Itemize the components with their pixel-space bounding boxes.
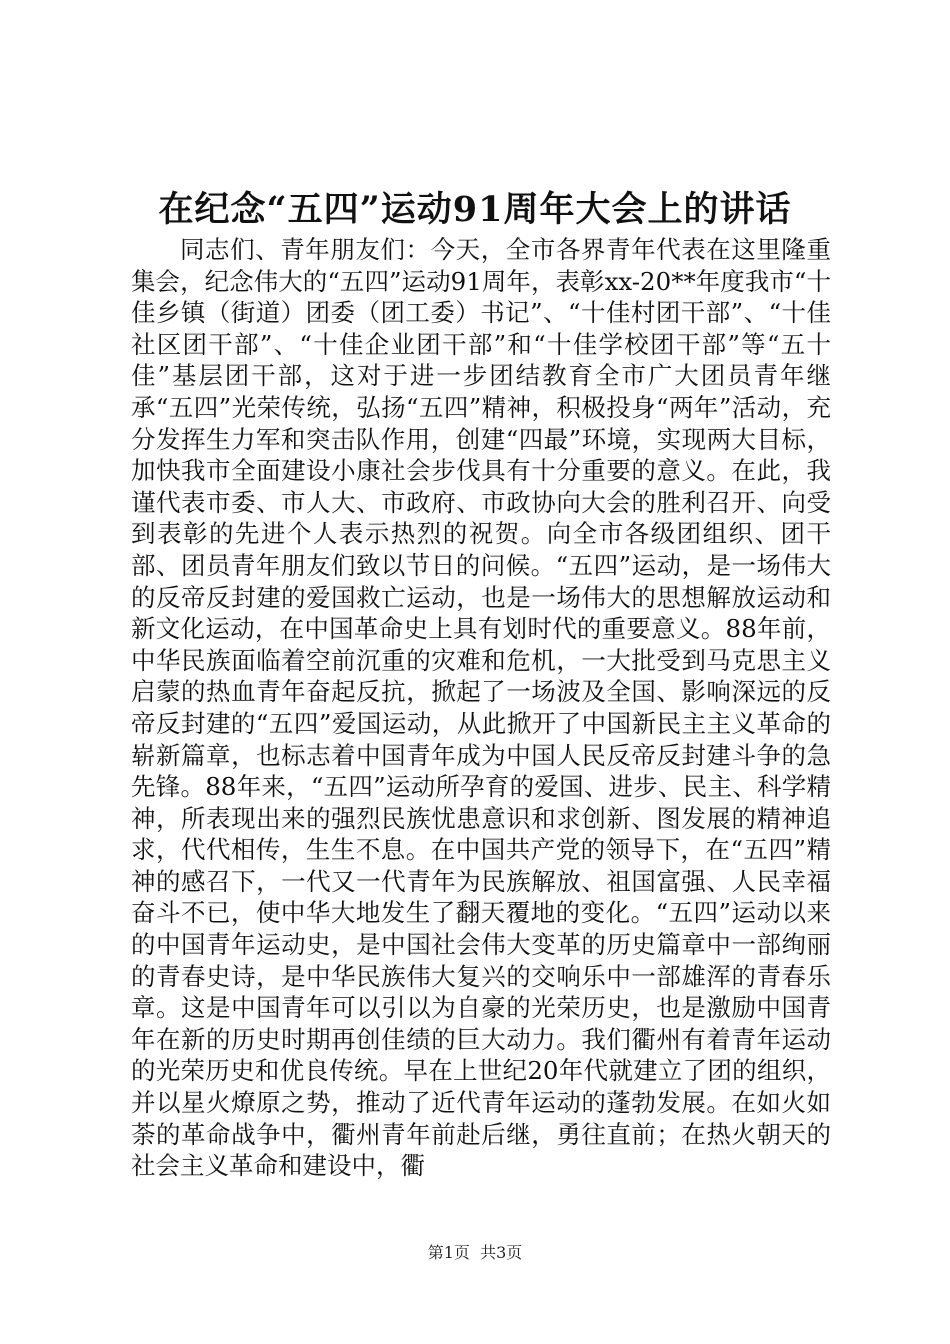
page-number-footer: 第1页 共3页: [427, 1243, 523, 1262]
document-body-paragraph: 同志们、青年朋友们：今天，全市各界青年代表在这里隆重集会，纪念伟大的“五四”运动91周年，表彰xx-20**年度我市“十佳乡镇（街道）团委（团工委）书记”、“十佳村团干部”、“十佳社区团干部”、“十佳企业团干部”和“十佳学校团干部”等“五十佳”基层团干部，这对于进一步团结教育全市广大团员青年继承“五四”光荣传统，弘扬“五四”精神，积极投身“两年”活动，充分发挥生力军和突击队作用，创建“四最”环境，实现两大目标，加快我市全面建设小康社会步伐具有十分重要的意义。在此，我谨代表市委、市人大、市政府、市政协向大会的胜利召开、向受到表彰的先进个人表示热烈的祝贺。向全市各级团组织、团干部、团员青年朋友们致以节日的问候。“五四”运动，是一场伟大的反帝反封建的爱国救亡运动，也是一场伟大的思想解放运动和新文化运动，在中国革命史上具有划时代的重要意义。88年前，中华民族面临着空前沉重的灾难和危机，一大批受到马克思主义启蒙的热血青年奋起反抗，掀起了一场波及全国、影响深远的反帝反封建的“五四”爱国运动，从此掀开了中国新民主主义革命的崭新篇章，也标志着中国青年成为中国人民反帝反封建斗争的急先锋。88年来，“五四”运动所孕育的爱国、进步、民主、科学精神，所表现出来的强烈民族忧患意识和求创新、图发展的精神追求，代代相传，生生不息。在中国共产党的领导下，在“五四”精神的感召下，一代又一代青年为民族解放、祖国富强、人民幸福奋斗不已，使中华大地发生了翻天覆地的变化。“五四”运动以来的中国青年运动史，是中国社会伟大变革的历史篇章中一部绚丽的青春史诗，是中华民族伟大复兴的交响乐中一部雄浑的青春乐章。这是中国青年可以引以为自豪的光荣历史，也是激励中国青年在新的历史时期再创佳绩的巨大动力。我们衢州有着青年运动的光荣历史和优良传统。早在上世纪20年代就建立了团的组织，并以星火燎原之势，推动了近代青年运动的蓬勃发展。在如火如荼的革命战争中，衢州青年前赴后继，勇往直前；在热火朝天的社会主义革命和建设中，衢: [131, 235, 831, 1181]
document-title: 在纪念“五四”运动91周年大会上的讲话: [158, 189, 792, 230]
